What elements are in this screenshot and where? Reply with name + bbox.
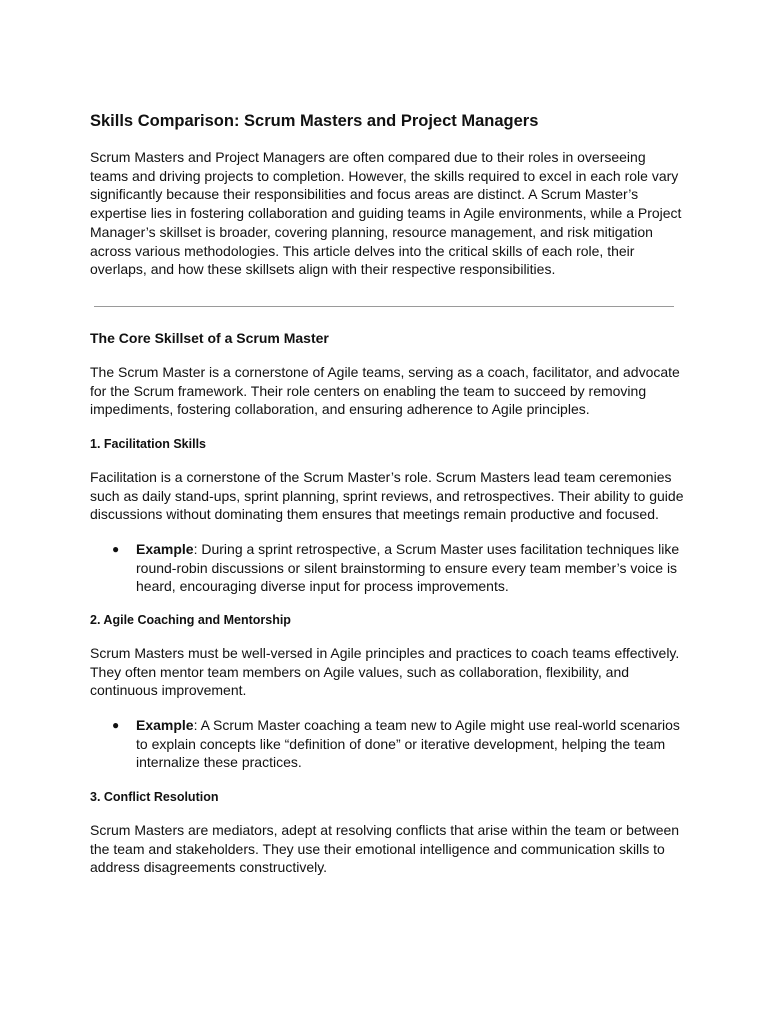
section-heading: The Core Skillset of a Scrum Master <box>90 330 329 346</box>
skill-heading-conflict-resolution: 3. Conflict Resolution <box>90 790 219 804</box>
example-label: Example <box>136 541 194 557</box>
section-intro-paragraph: The Scrum Master is a cornerstone of Agile teams, serving as a coach, facilitator, and advocate for the Scrum framework. Their role centers on enabling the team to succeed by removing impediments, fostering collaboration, and ensuring adherence to Agile principles. <box>90 364 680 418</box>
example-item <box>90 716 684 772</box>
example-list-agile-coaching <box>90 716 684 772</box>
bullet-icon: ● <box>112 718 120 732</box>
skill-body-conflict-resolution: Scrum Masters are mediators, adept at resolving conflicts that arise within the team or between the team and stakeholders. They use their emotional intelligence and communication skills to address disagreements constructively. <box>90 822 680 876</box>
skill-body-facilitation: Facilitation is a cornerstone of the Scrum Master’s role. Scrum Masters lead team ceremonies such as daily stand-ups, sprint planning, sprint reviews, and retrospectives. Their ability to guide discussions without dominating them ensures that meetings remain productive and focused. <box>90 469 684 523</box>
example-list-facilitation <box>90 540 684 596</box>
bullet-icon: ● <box>112 542 120 556</box>
skill-heading-facilitation: 1. Facilitation Skills <box>90 437 207 451</box>
skill-heading-agile-coaching: 2. Agile Coaching and Mentorship <box>90 613 291 627</box>
document-title: Skills Comparison: Scrum Masters and Project Managers <box>90 112 539 130</box>
example-item <box>90 540 684 596</box>
section-divider <box>94 306 674 307</box>
example-label: Example <box>136 717 194 733</box>
skill-body-agile-coaching: Scrum Masters must be well-versed in Agile principles and practices to coach teams effectively. They often mentor team members on Agile values, such as collaboration, flexibility, and continuous improvement. <box>90 645 680 699</box>
intro-paragraph: Scrum Masters and Project Managers are often compared due to their roles in overseeing teams and driving projects to completion. However, the skills required to excel in each role vary significantly because their responsibilities and focus areas are distinct. A Scrum Master’s expertise lies in fostering collaboration and guiding teams in Agile environments, while a Project Manager’s skillset is broader, covering planning, resource management, and risk mitigation across various methodologies. This article delves into the critical skills of each role, their overlaps, and how these skillsets align with their respective responsibilities. <box>90 149 682 278</box>
example-text: : A Scrum Master coaching a team new to Agile might use real-world scenarios to explain concepts like “definition of done” or iterative development, helping the team internalize these practices. <box>136 717 680 771</box>
example-text: : During a sprint retrospective, a Scrum Master uses facilitation techniques like round-robin discussions or silent brainstorming to ensure every team member’s voice is heard, encouraging diverse input for process improvements. <box>136 541 680 595</box>
